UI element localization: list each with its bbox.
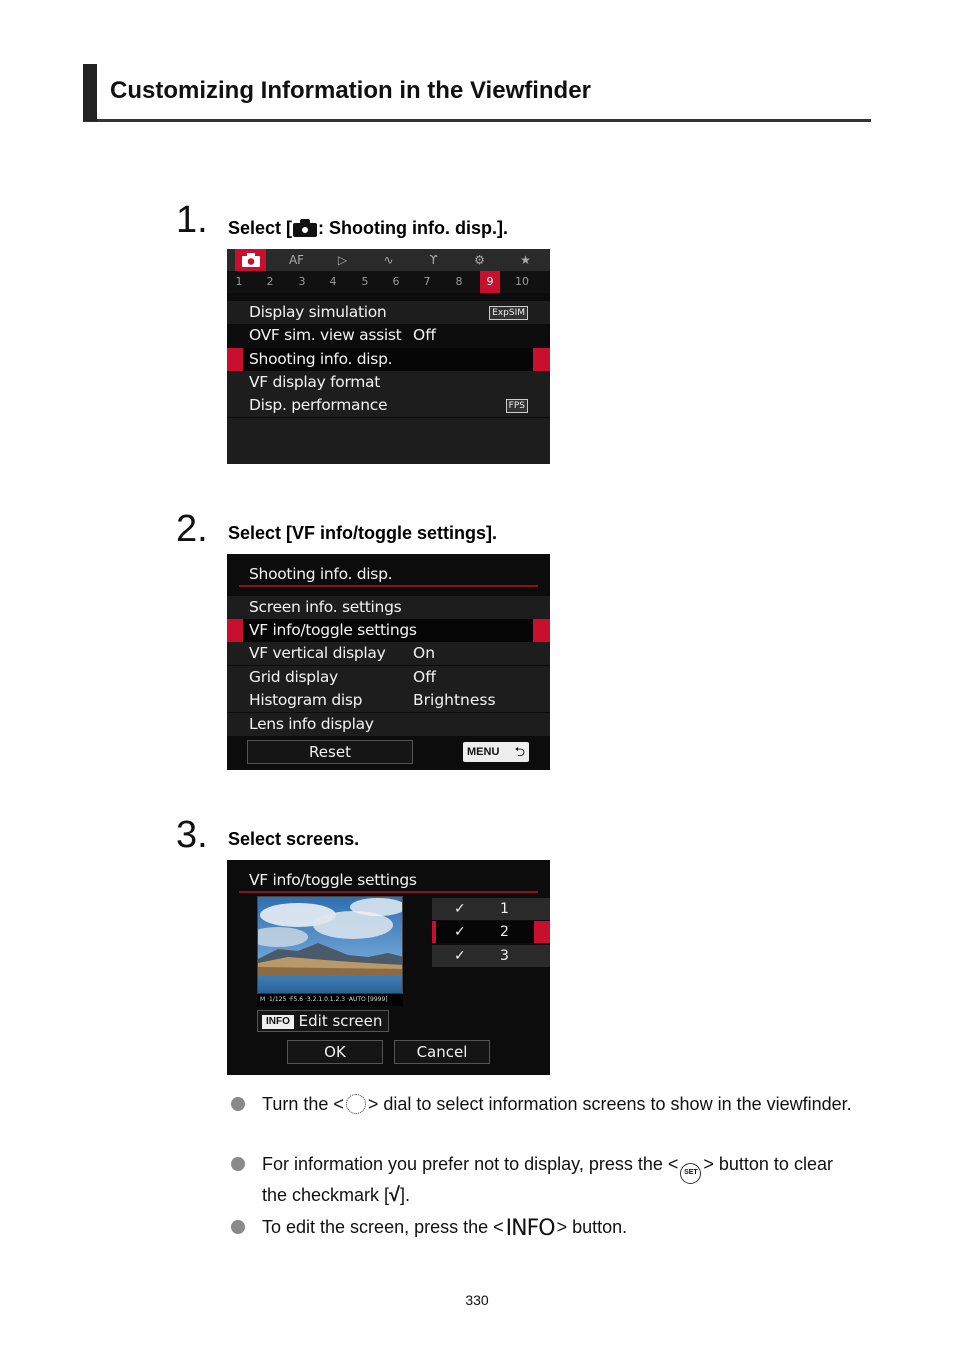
screen-header: VF info/toggle settings (249, 871, 417, 889)
menu-item-display-simulation[interactable] (227, 301, 550, 324)
page-2[interactable]: 2 (266, 275, 274, 288)
item-label: VF vertical display (249, 644, 386, 662)
quick-control-dial-icon (346, 1094, 366, 1114)
bullet-text-2 (262, 1153, 862, 1207)
menu-label: MENU (467, 746, 500, 758)
step-2-text: Select [VF info/toggle settings]. (228, 523, 498, 543)
header-divider (239, 585, 538, 587)
expsim-icon: ExpSIM (489, 306, 528, 320)
set-button-icon: SET (680, 1163, 701, 1184)
item-label: Screen info. settings (249, 598, 402, 616)
option-label: 1 (500, 901, 509, 917)
screen-option-1[interactable] (432, 898, 550, 920)
step-2-number: 2. (176, 508, 208, 550)
bullet-2-pre: For information you prefer not to display, press the < (262, 1154, 679, 1174)
checkmark-icon: ✓ (454, 924, 466, 940)
item-value: Brightness (413, 691, 496, 709)
tab-shooting[interactable] (235, 249, 266, 271)
tab-my-menu[interactable]: ★ (520, 253, 531, 267)
item-label: Grid display (249, 668, 338, 686)
menu-item-shooting-info-disp[interactable] (227, 348, 550, 371)
page-title: Customizing Information in the Viewfinder (110, 77, 591, 104)
menu-tab-bar (227, 249, 550, 271)
step-1-text-after: : Shooting info. disp.]. (318, 218, 508, 238)
edit-screen-button[interactable] (257, 1010, 389, 1032)
menu-item-histogram-disp[interactable] (227, 689, 550, 712)
header-divider (239, 891, 538, 893)
cancel-button[interactable]: Cancel (394, 1040, 490, 1064)
menu-back-button[interactable] (463, 742, 529, 762)
step-3-number: 3. (176, 814, 208, 856)
bullet-2-end: ]. (400, 1185, 411, 1205)
viewfinder-status-bar: M ·1/125 ·F5.6 ·3.2.1.0.1.2.3 ·AUTO [9999] (257, 994, 403, 1006)
item-value: Off (413, 668, 436, 686)
ok-button[interactable]: OK (287, 1040, 383, 1064)
item-label: Disp. performance (249, 396, 388, 414)
bullet-2-post: > button to clear the checkmark [ (262, 1154, 833, 1205)
page-5[interactable]: 5 (361, 275, 369, 288)
menu-page-bar (227, 271, 550, 293)
option-label: 2 (500, 924, 509, 940)
menu-item-vf-display-format[interactable] (227, 371, 550, 394)
page-6[interactable]: 6 (392, 275, 400, 288)
page-9[interactable]: 9 (480, 271, 500, 293)
step-1-number: 1. (176, 199, 208, 241)
bullet-text-3 (262, 1216, 862, 1240)
bullet-marker (231, 1157, 245, 1171)
section-header (83, 64, 871, 122)
camera-icon (293, 219, 317, 237)
tab-playback[interactable]: ▷ (337, 253, 348, 267)
menu-item-vf-info-toggle-settings[interactable] (227, 619, 550, 642)
bullet-text-1 (262, 1093, 862, 1116)
item-value: Off (413, 326, 436, 344)
page-1[interactable]: 1 (235, 275, 243, 288)
reset-button[interactable]: Reset (247, 740, 413, 764)
item-value: On (413, 644, 436, 662)
item-label: Display simulation (249, 303, 387, 321)
checkmark-icon: ✓ (454, 901, 466, 917)
camera-menu-screen-2 (227, 554, 550, 770)
edit-screen-label: Edit screen (298, 1012, 383, 1030)
page-number: 330 (465, 1292, 489, 1308)
tab-wireless[interactable]: ∿ (383, 253, 394, 267)
page-4[interactable]: 4 (329, 275, 337, 288)
empty-row (227, 441, 550, 464)
item-label: Lens info display (249, 715, 374, 733)
item-label: OVF sim. view assist (249, 326, 402, 344)
page-3[interactable]: 3 (298, 275, 306, 288)
bullet-3-post: > button. (556, 1217, 628, 1237)
item-label: VF info/toggle settings (249, 621, 417, 639)
fps-icon: FPS (506, 399, 528, 413)
menu-item-screen-info-settings[interactable] (227, 596, 550, 619)
step-3-text: Select screens. (228, 829, 360, 849)
menu-item-disp-performance[interactable] (227, 394, 550, 417)
menu-item-ovf-sim-view-assist[interactable] (227, 324, 550, 347)
info-button-icon: INFO (505, 1216, 555, 1241)
screen-header: Shooting info. disp. (249, 565, 393, 583)
screen-option-2[interactable] (432, 921, 550, 943)
page-7[interactable]: 7 (423, 275, 431, 288)
step-1-text-before: Select [ (228, 218, 293, 238)
screen-option-3[interactable] (432, 945, 550, 967)
item-label: Shooting info. disp. (249, 350, 393, 368)
empty-row (227, 418, 550, 441)
checkmark-icon: √ (389, 1184, 401, 1206)
menu-item-lens-info-display[interactable] (227, 713, 550, 736)
viewfinder-preview-image (257, 896, 403, 1004)
bullet-1-post: > dial to select information screens to show in the viewfinder. (367, 1094, 852, 1114)
info-key-icon: INFO (262, 1015, 294, 1029)
camera-menu-screen-3 (227, 860, 550, 1075)
item-label: Histogram disp (249, 691, 363, 709)
bullet-3-pre: To edit the screen, press the < (262, 1217, 504, 1237)
menu-item-grid-display[interactable] (227, 666, 550, 689)
header-marker (83, 64, 97, 121)
tab-af[interactable]: AF (288, 253, 305, 267)
bullet-marker (231, 1220, 245, 1234)
menu-item-vf-vertical-display[interactable] (227, 642, 550, 665)
checkmark-icon: ✓ (454, 948, 466, 964)
step-1-text (228, 218, 508, 239)
tab-setup[interactable]: ϒ (429, 253, 438, 267)
camera-icon (241, 253, 261, 267)
option-label: 3 (500, 948, 509, 964)
camera-menu-screen-1 (227, 249, 550, 464)
page-10[interactable]: 10 (515, 275, 529, 288)
bullet-1-pre: Turn the < (262, 1094, 344, 1114)
item-label: VF display format (249, 373, 381, 391)
tab-custom[interactable]: ⚙ (474, 253, 485, 267)
back-arrow-icon: ⮌ (514, 744, 525, 759)
page-8[interactable]: 8 (455, 275, 463, 288)
bullet-marker (231, 1097, 245, 1111)
